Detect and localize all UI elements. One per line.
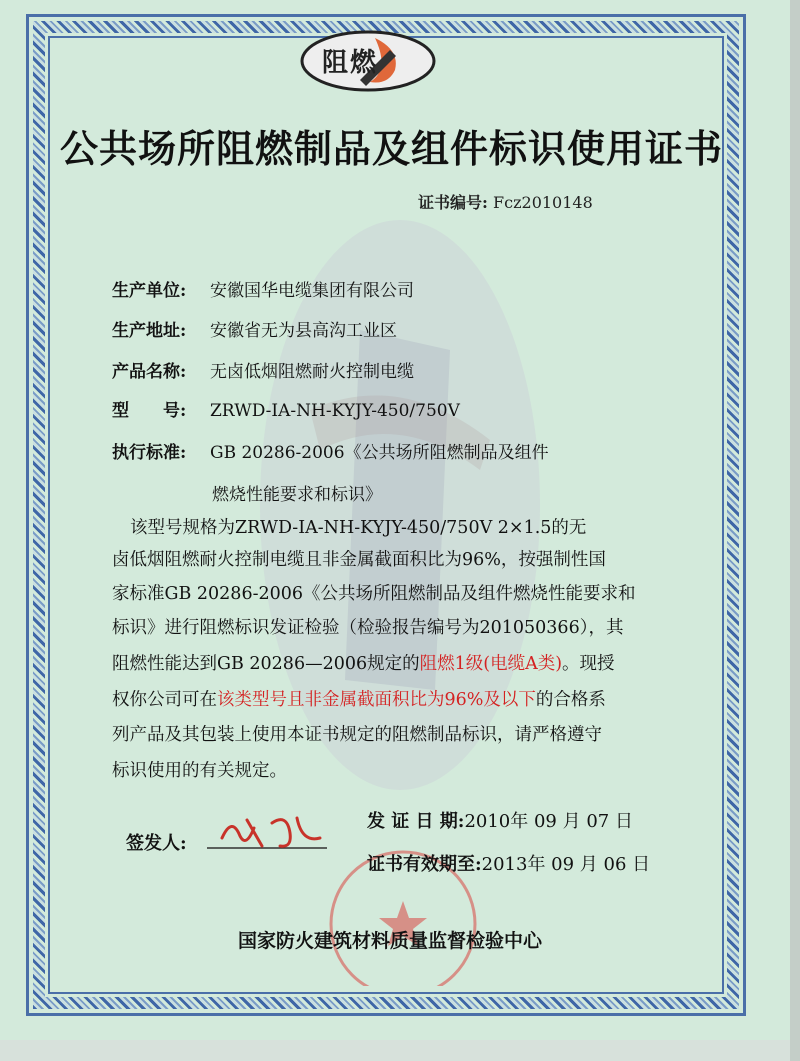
- product-field: [112, 357, 414, 382]
- body-line: 卤低烟阻燃耐火控制电缆且非金属截面积比为96%，按强制性国: [112, 550, 606, 570]
- address-field: [112, 316, 397, 341]
- valid-until-label: 证书有效期至:: [367, 854, 482, 875]
- body-line: 列产品及其包装上使用本证书规定的阻燃制品标识，请严格遵守: [112, 725, 602, 745]
- issue-date: [367, 807, 633, 833]
- scan-edge-bottom: [0, 1040, 800, 1061]
- certificate-number-label: 证书编号:: [418, 193, 488, 212]
- valid-until-value: 2013年 09 月 06 日: [481, 854, 651, 875]
- producer-value: 安徽国华电缆集团有限公司: [210, 281, 414, 301]
- body-line: 该型号规格为ZRWD-ⅠA-NH-KYJY-450/750V 2×1.5的无: [130, 518, 587, 538]
- logo-text: 阻燃: [322, 48, 379, 78]
- address-value: 安徽省无为县高沟工业区: [210, 321, 397, 341]
- body-line: [112, 650, 615, 675]
- issue-date-value: 2010年 09 月 07 日: [464, 811, 633, 832]
- model-value: ZRWD-ⅠA-NH-KYJY-450/750V: [210, 401, 460, 421]
- body-text: 阻燃性能达到GB 20286—2006规定的: [112, 654, 420, 674]
- product-label: 产品名称:: [112, 362, 187, 382]
- model-field: [112, 396, 460, 421]
- highlighted-grade: 阻燃1级(电缆A类): [419, 654, 563, 674]
- producer-field: [112, 276, 414, 301]
- standard-value-continued: 燃烧性能要求和标识》: [212, 485, 382, 505]
- scan-edge-right: [790, 0, 800, 1061]
- standard-value: GB 20286-2006《公共场所阻燃制品及组件: [210, 443, 549, 463]
- certificate-number-value: Fcz2010148: [493, 193, 593, 212]
- body-line: 标识使用的有关规定。: [112, 761, 287, 781]
- issue-date-label: 发 证 日 期:: [367, 811, 465, 832]
- issuer-label: 签发人:: [126, 833, 187, 854]
- certificate-title: 公共场所阻燃制品及组件标识使用证书: [60, 126, 724, 171]
- body-line: [112, 686, 606, 711]
- body-text: 的合格系: [535, 690, 606, 710]
- certificate-number: [418, 190, 593, 213]
- standard-field: [112, 438, 549, 463]
- body-line: 家标准GB 20286-2006《公共场所阻燃制品及组件燃烧性能要求和: [112, 584, 636, 604]
- producer-label: 生产单位:: [112, 281, 187, 301]
- body-text: 。现授: [562, 654, 615, 674]
- standard-label: 执行标准:: [112, 443, 187, 463]
- body-text: 权你公司可在: [112, 690, 217, 710]
- highlighted-scope: 该类型号且非金属截面积比为96%及以下: [217, 690, 536, 710]
- address-label: 生产地址:: [112, 321, 187, 341]
- body-line: 标识》进行阻燃标识发证检验（检验报告编号为201050366），其: [112, 618, 624, 638]
- valid-until-date: [367, 850, 650, 876]
- product-value: 无卤低烟阻燃耐火控制电缆: [210, 362, 414, 382]
- issuing-organization: 国家防火建筑材料质量监督检验中心: [237, 930, 542, 952]
- model-label: 型 号:: [112, 401, 187, 421]
- signature-icon: [202, 808, 332, 858]
